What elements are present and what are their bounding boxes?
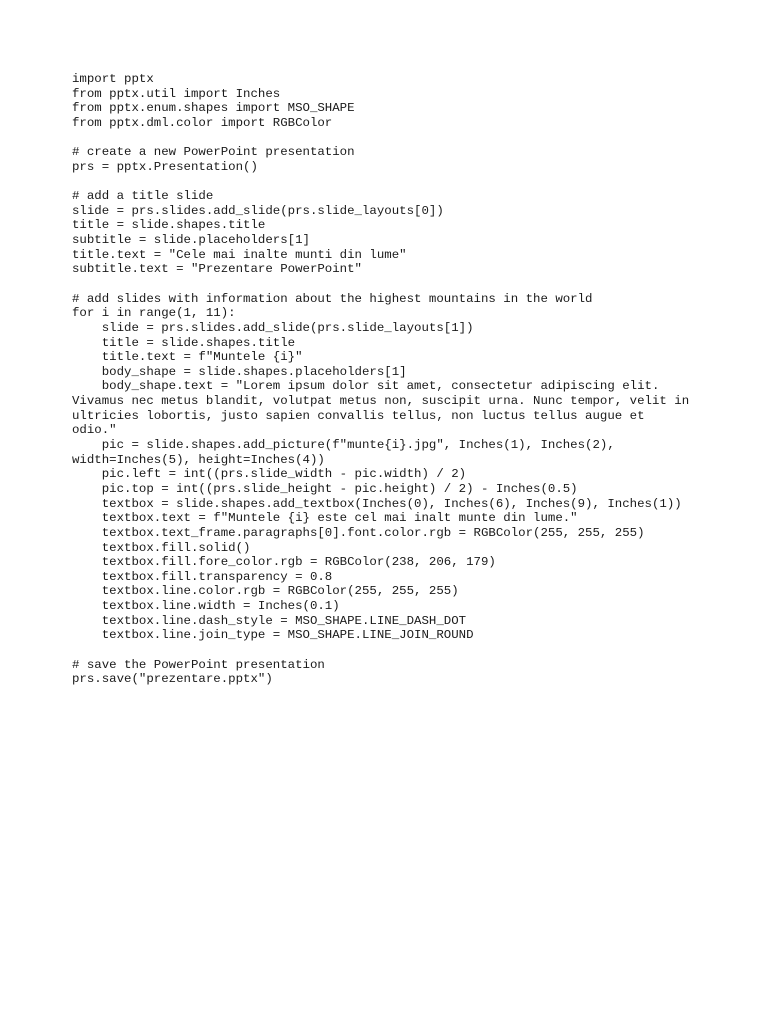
code-line: subtitle = slide.placeholders[1]	[72, 233, 310, 248]
code-line: textbox.line.join_type = MSO_SHAPE.LINE_JOIN_ROUND	[72, 628, 474, 643]
code-line: Vivamus nec metus blandit, volutpat metus non, suscipit urna. Nunc tempor, velit in	[72, 394, 690, 409]
code-line: textbox.line.dash_style = MSO_SHAPE.LINE_DASH_DOT	[72, 613, 467, 628]
code-line: prs = pptx.Presentation()	[72, 159, 258, 174]
code-line: title.text = "Cele mai inalte munti din lume"	[72, 247, 407, 262]
blank-line	[72, 643, 712, 658]
code-line: slide = prs.slides.add_slide(prs.slide_layouts[1])	[72, 320, 474, 335]
code-line: from pptx.util import Inches	[72, 86, 281, 101]
code-line: for i in range(1, 11):	[72, 306, 236, 321]
code-line: textbox.line.color.rgb = RGBColor(255, 255, 255)	[72, 584, 459, 599]
code-comment: # create a new PowerPoint presentation	[72, 145, 355, 160]
code-line: slide = prs.slides.add_slide(prs.slide_layouts[0])	[72, 203, 444, 218]
code-block	[72, 72, 712, 687]
code-comment: # save the PowerPoint presentation	[72, 657, 325, 672]
code-line: textbox.fill.fore_color.rgb = RGBColor(238, 206, 179)	[72, 555, 496, 570]
code-line: body_shape.text = "Lorem ipsum dolor sit amet, consectetur adipiscing elit.	[72, 379, 660, 394]
code-line: subtitle.text = "Prezentare PowerPoint"	[72, 262, 362, 277]
code-line: title = slide.shapes.title	[72, 218, 266, 233]
blank-line	[72, 174, 712, 189]
code-line: odio."	[72, 423, 117, 438]
code-line: title.text = f"Muntele {i}"	[72, 350, 303, 365]
code-comment: # add a title slide	[72, 189, 214, 204]
code-line: ultricies lobortis, justo sapien convallis tellus, non luctus tellus augue et	[72, 408, 645, 423]
code-line: import pptx	[72, 72, 154, 86]
code-line: pic.top = int((prs.slide_height - pic.height) / 2) - Inches(0.5)	[72, 481, 578, 496]
code-line: from pptx.enum.shapes import MSO_SHAPE	[72, 101, 355, 116]
code-line: pic = slide.shapes.add_picture(f"munte{i}.jpg", Inches(1), Inches(2),	[72, 438, 615, 453]
code-line: width=Inches(5), height=Inches(4))	[72, 452, 325, 467]
code-comment: # add slides with information about the highest mountains in the world	[72, 291, 593, 306]
code-line: textbox.fill.solid()	[72, 540, 251, 555]
code-line: textbox = slide.shapes.add_textbox(Inches(0), Inches(6), Inches(9), Inches(1))	[72, 496, 682, 511]
code-line: title = slide.shapes.title	[72, 335, 296, 350]
code-line: prs.save("prezentare.pptx")	[72, 672, 273, 687]
code-line: textbox.fill.transparency = 0.8	[72, 569, 333, 584]
code-line: textbox.line.width = Inches(0.1)	[72, 599, 340, 614]
blank-line	[72, 277, 712, 292]
code-line: from pptx.dml.color import RGBColor	[72, 115, 333, 130]
code-line: pic.left = int((prs.slide_width - pic.width) / 2)	[72, 467, 467, 482]
code-line: textbox.text_frame.paragraphs[0].font.color.rgb = RGBColor(255, 255, 255)	[72, 525, 645, 540]
code-line: body_shape = slide.shapes.placeholders[1]	[72, 364, 407, 379]
code-line: textbox.text = f"Muntele {i} este cel mai inalt munte din lume."	[72, 511, 578, 526]
blank-line	[72, 131, 712, 146]
